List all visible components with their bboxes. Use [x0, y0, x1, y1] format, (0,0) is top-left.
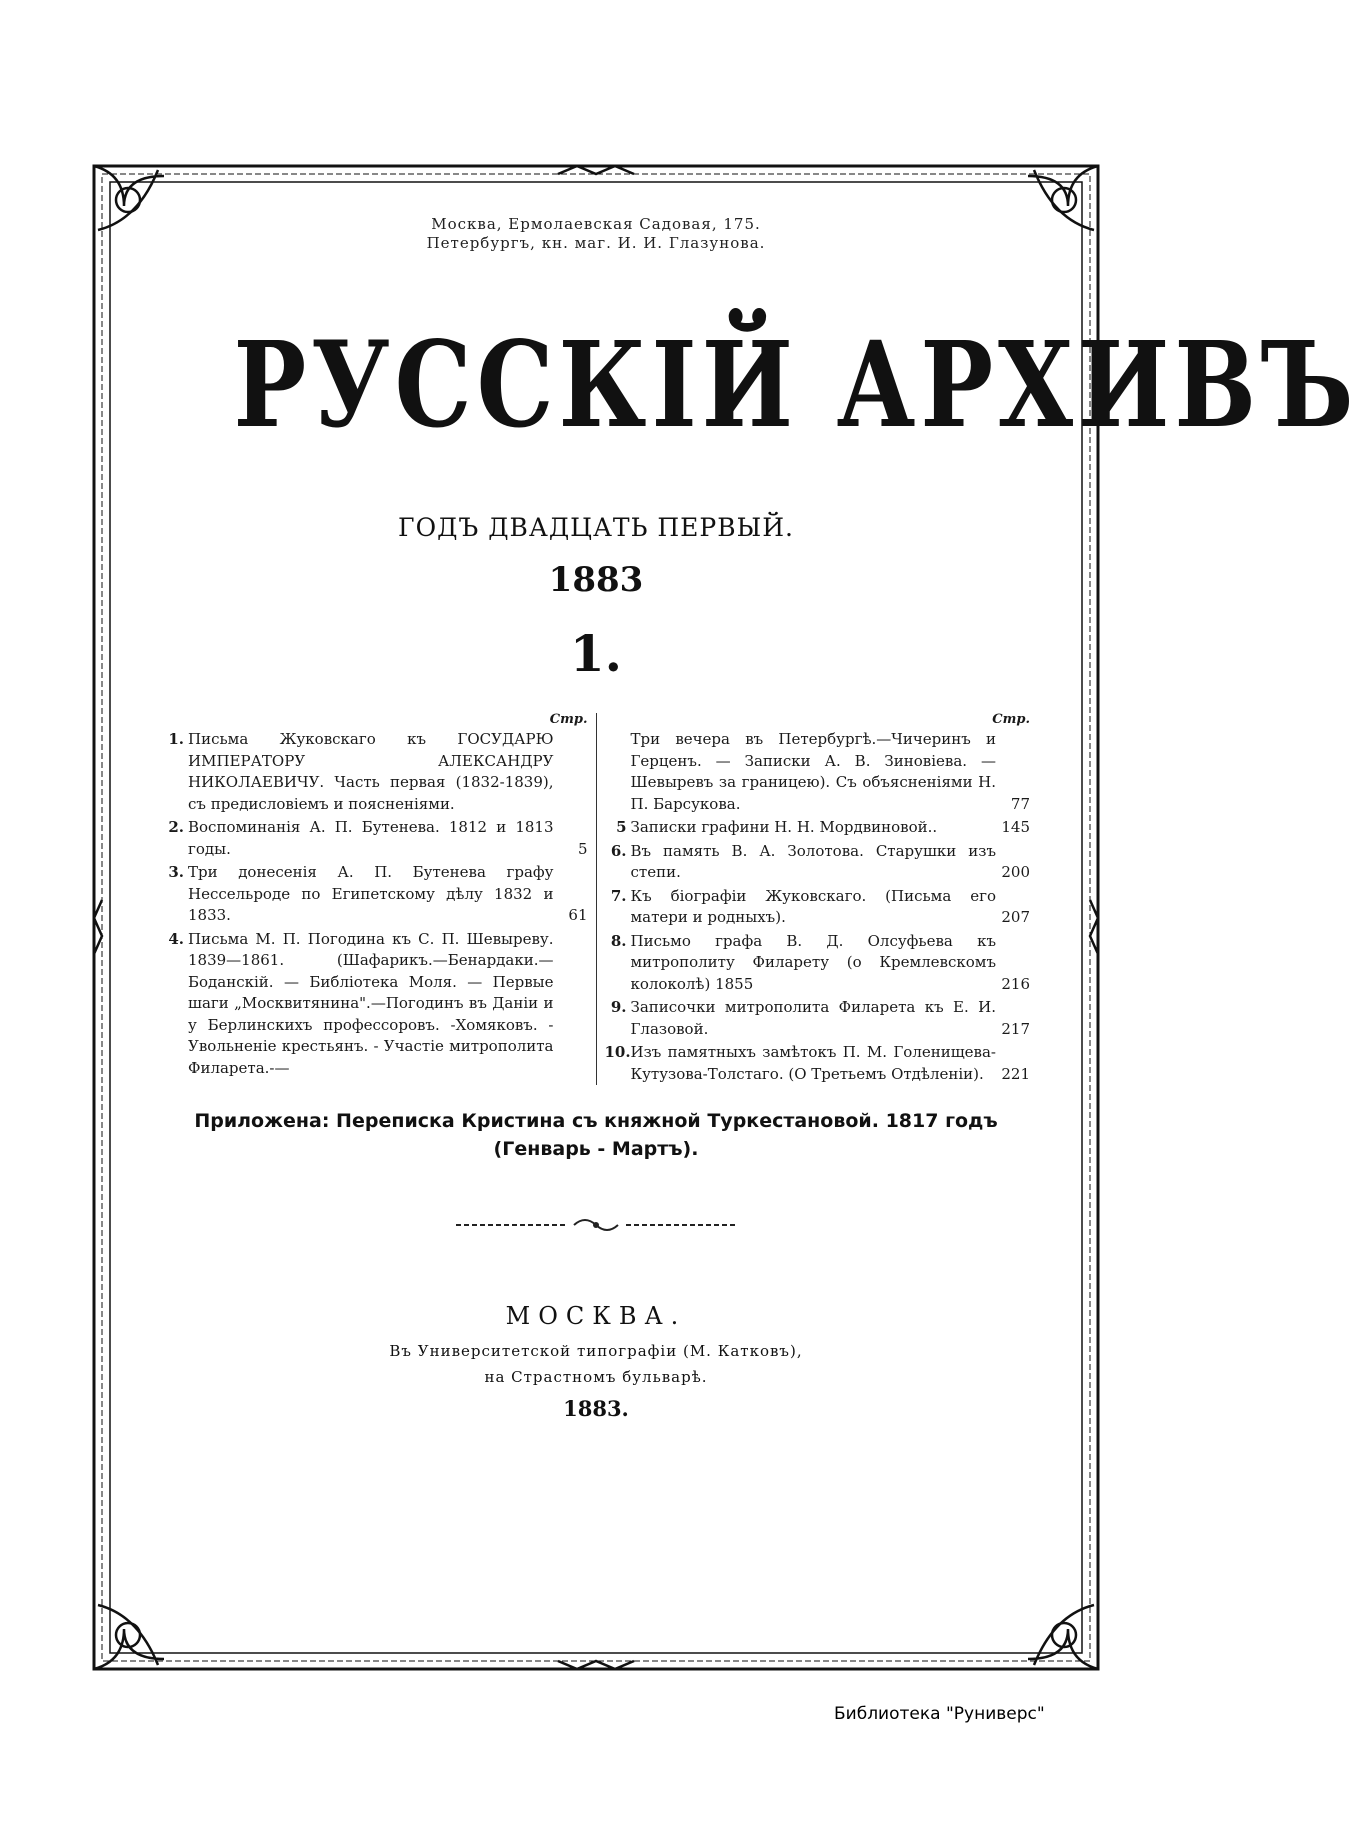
toc-entry-number: 7.: [610, 886, 627, 905]
issue-number: 1.: [569, 624, 623, 683]
toc-entry: [162, 929, 588, 1080]
imprint-year: 1883.: [563, 1396, 629, 1421]
imprint-address: на Страстномъ бульварѣ.: [484, 1368, 708, 1386]
toc-entry-page: 61: [568, 906, 588, 924]
toc-entry-text: Въ память В. А. Золотова. Старушки изъ степи.: [630, 841, 996, 881]
toc-entry-text: Воспоминанія А. П. Бутенева. 1812 и 1813 годы.: [188, 818, 554, 858]
toc-entry: [605, 997, 1031, 1040]
imprint-printer: [154, 1338, 1038, 1390]
ornamental-frame: [88, 160, 1359, 1675]
toc-entry-number: 5: [616, 818, 627, 836]
toc-entry-text: Письмо графа В. Д. Олсуфьева къ митрополиту Филарету (о Кремлевскомъ колоколѣ) 1855: [630, 931, 996, 993]
ornamental-divider-icon: [154, 1215, 1038, 1240]
title-page: [154, 215, 1359, 1421]
toc-entry-page: 207: [1001, 908, 1030, 926]
publisher-line-1: Москва, Ермолаевская Садовая, 175.: [431, 215, 761, 233]
page-column-header: Стр.: [549, 712, 588, 727]
toc-entry: [605, 817, 1031, 839]
toc-entry-number: 9.: [610, 998, 627, 1016]
toc-entry: [605, 841, 1031, 884]
toc-entry-text: Три вечера въ Петербургѣ.—Чичеринъ и Герценъ. — Записки А. В. Зиновіева. — Шевыревъ за границею). Съ объясненіями Н. П. Барсукова.: [630, 730, 996, 813]
imprint-printer-line: Въ Университетской типографіи (М. Катковъ),: [389, 1342, 803, 1360]
toc-entry-text: Три донесенія А. П. Бутенева графу Нессельроде по Египетскому дѣлу 1832 и 1833.: [188, 863, 554, 924]
toc-entry: [162, 862, 588, 927]
journal-title: РУССКІЙ АРХИВЪ: [233, 315, 1359, 454]
year: 1883: [548, 560, 644, 600]
toc-entry-number: 4.: [168, 929, 184, 948]
toc-entry-page: 216: [1001, 974, 1030, 993]
toc-entry-number: 8.: [610, 931, 627, 950]
appendix-line-2: (Генварь - Мартъ).: [493, 1138, 699, 1160]
toc-entry-text: Письма М. П. Погодина къ С. П. Шевыреву. 1839—1861. (Шафарикъ.—Бенардаки.—Боданскій. — Библіотека Моля. — Первые шаги „Москвитянина".—Погодинъ въ Даніи и у Берлинскихъ профессоровъ. -Хомяковъ. - Увольненіе крестьянъ. - Участіе митрополита Филарета.-—: [188, 929, 554, 1077]
toc-entry-number: 1.: [168, 730, 184, 748]
toc-entry-page: 200: [1001, 863, 1030, 881]
toc-entry-text: Къ біографіи Жуковскаго. (Письма его матери и родныхъ).: [630, 886, 996, 926]
toc-entry-text: Записочки митрополита Филарета къ Е. И. Глазовой.: [630, 998, 996, 1038]
toc-entry-text: Изъ памятныхъ замѣтокъ П. М. Голенищева-Кутузова-Толстаго. (О Третьемъ Отдѣленіи).: [630, 1043, 996, 1083]
toc-entry: [605, 1042, 1031, 1085]
publisher-line-2: Петербургъ, кн. маг. И. И. Глазунова.: [426, 234, 766, 252]
toc-entry-text: Записки графини Н. Н. Мордвиновой..: [630, 818, 938, 836]
toc-right-column: [597, 713, 1039, 1085]
toc-entry-page: 217: [1001, 1019, 1030, 1038]
appendix-note: [154, 1107, 1038, 1163]
imprint-city: МОСКВА.: [505, 1302, 687, 1330]
year-label: ГОДЪ ДВАДЦАТЬ ПЕРВЫЙ.: [398, 513, 794, 542]
toc-entry: [605, 886, 1031, 929]
toc-left-column: [154, 713, 597, 1085]
toc-entry-page: 77: [1010, 794, 1030, 813]
appendix-line-1: Приложена: Переписка Кристина съ княжной Туркестановой. 1817 годъ: [194, 1110, 998, 1132]
toc-entry-page: 5: [577, 839, 588, 858]
toc-entry-number: 2.: [168, 818, 184, 836]
toc-entry-page: 145: [1001, 818, 1030, 836]
toc-entry-number: 6.: [610, 841, 627, 860]
table-of-contents: [154, 713, 1038, 1085]
toc-entry-page: 221: [1001, 1064, 1030, 1083]
toc-entry: [162, 817, 588, 860]
toc-entry-number: 10.: [604, 1043, 631, 1061]
library-credit: Библиотека "Руниверс": [834, 1704, 1045, 1724]
publisher-info: [154, 215, 1038, 253]
toc-entry: [605, 931, 1031, 996]
toc-entry: [162, 729, 588, 815]
page-column-header: Стр.: [992, 712, 1030, 727]
toc-entry-text: Письма Жуковскаго къ ГОСУДАРЮ ИМПЕРАТОРУ АЛЕКСАНДРУ НИКОЛАЕВИЧУ. Часть первая (1832-1839), съ предисловіемъ и поясненіями.: [188, 730, 554, 813]
toc-entry-number: 3.: [168, 863, 184, 881]
toc-entry-continuation: [605, 729, 1031, 815]
